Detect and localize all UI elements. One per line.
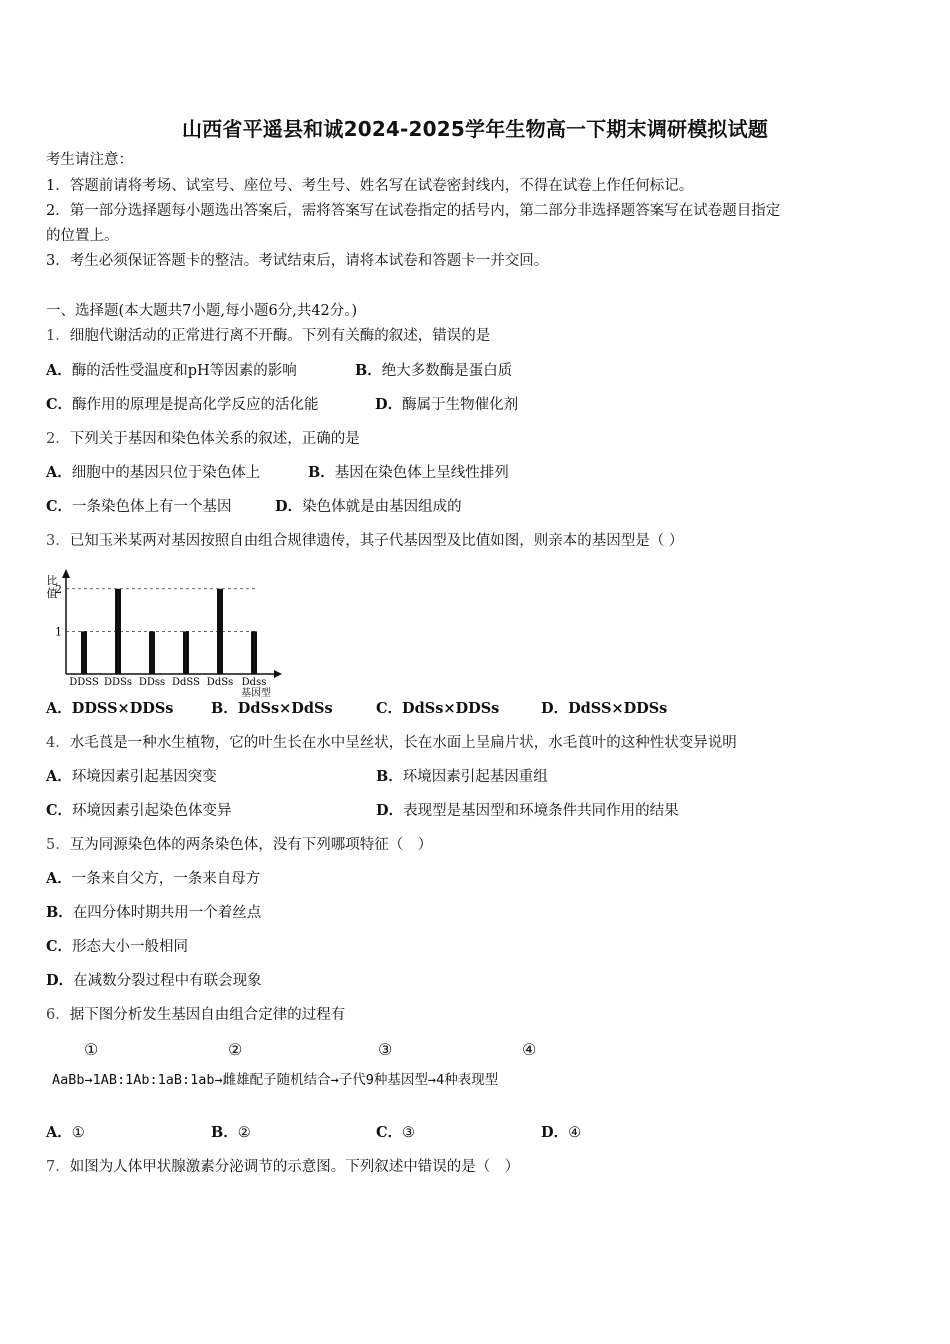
y-axis-label: 比 bbox=[46, 574, 58, 587]
q2-option-a[interactable]: A．细胞中的基因只位于染色体上 bbox=[46, 464, 261, 481]
notice-item-2-cont: 的位置上。 bbox=[46, 228, 119, 244]
q3-option-b[interactable]: B．DdSs×DdSs bbox=[211, 700, 333, 717]
y-tick-label: 1 bbox=[55, 625, 62, 639]
q6-option-a[interactable]: A．① bbox=[46, 1124, 85, 1141]
notice-item-1: 1．答题前请将考场、试室号、座位号、考生号、姓名写在试卷密封线内，不得在试卷上作任何标记。 bbox=[46, 178, 694, 194]
x-axis-label: 基因型 bbox=[241, 688, 271, 699]
question-number: 1． bbox=[46, 328, 70, 344]
y-axis-arrow bbox=[62, 569, 70, 578]
q4-option-a[interactable]: A．环境因素引起基因突变 bbox=[46, 768, 217, 785]
q1-option-b[interactable]: B．绝大多数酶是蛋白质 bbox=[355, 362, 513, 379]
q2-option-d[interactable]: D．染色体就是由基因组成的 bbox=[275, 498, 462, 515]
y-axis-label: 值 bbox=[46, 587, 58, 600]
bar-Ddss bbox=[251, 631, 257, 674]
q4-option-b[interactable]: B．环境因素引起基因重组 bbox=[376, 768, 548, 785]
q6-option-b[interactable]: B．② bbox=[211, 1124, 251, 1141]
chart-axes bbox=[62, 569, 282, 678]
x-tick-label: DDss bbox=[138, 677, 166, 688]
question-1-stem bbox=[46, 326, 490, 346]
q3-option-c[interactable]: C．DdSs×DDSs bbox=[376, 700, 500, 717]
process-chain: AaBb→1AB:1Ab:1aB:1ab→雌雄配子随机结合→子代9种基因型→4种表现型 bbox=[52, 1072, 499, 1088]
bar-DDss bbox=[149, 631, 155, 674]
bar-DDSS bbox=[81, 631, 87, 674]
notice-heading: 考生请注意： bbox=[46, 152, 133, 168]
process-flow-diagram bbox=[52, 1040, 652, 1090]
step-mark-3: ③ bbox=[378, 1040, 393, 1059]
x-axis-arrow bbox=[274, 670, 282, 678]
genotype-ratio-chart bbox=[44, 568, 284, 699]
q3-option-a[interactable]: A．DDSS×DDSs bbox=[46, 700, 174, 717]
q2-option-c[interactable]: C．一条染色体上有一个基因 bbox=[46, 498, 232, 515]
x-tick-label: DDSS bbox=[69, 677, 99, 688]
question-7-stem: 7．如图为人体甲状腺激素分泌调节的示意图。下列叙述中错误的是（ ） bbox=[46, 1159, 520, 1175]
notice-item-2: 2．第一部分选择题每小题选出答案后，需将答案写在试卷指定的括号内，第二部分非选择题答案写在试卷题目指定 bbox=[46, 203, 781, 219]
bar-DdSs bbox=[217, 589, 223, 674]
q4-option-d[interactable]: D．表现型是基因型和环境条件共同作用的结果 bbox=[376, 802, 679, 819]
question-6-stem: 6．据下图分析发生基因自由组合定律的过程有 bbox=[46, 1007, 346, 1023]
step-mark-1: ① bbox=[84, 1040, 99, 1059]
q5-option-c[interactable]: C．形态大小一般相同 bbox=[46, 938, 189, 955]
question-5-stem: 5．互为同源染色体的两条染色体，没有下列哪项特征（ ） bbox=[46, 837, 433, 853]
q5-option-b[interactable]: B．在四分体时期共用一个着丝点 bbox=[46, 904, 262, 921]
x-tick-label: Ddss bbox=[241, 677, 267, 688]
step-mark-4: ④ bbox=[522, 1040, 537, 1059]
x-tick-label: DdSS bbox=[172, 677, 200, 688]
x-tick-label: DDSs bbox=[103, 677, 133, 688]
question-4-stem: 4．水毛莨是一种水生植物，它的叶生长在水中呈丝状，长在水面上呈扁片状，水毛莨叶的这种性状变异说明 bbox=[46, 735, 737, 751]
bar-DdSS bbox=[183, 631, 189, 674]
page-title: 山西省平遥县和诚2024-2025学年生物高一下期末调研模拟试题 bbox=[181, 117, 769, 141]
notice-item-3: 3．考生必须保证答题卡的整洁。考试结束后，请将本试卷和答题卡一并交回。 bbox=[46, 253, 549, 269]
bar-DDSs bbox=[115, 589, 121, 674]
q6-option-c[interactable]: C．③ bbox=[376, 1124, 416, 1141]
q2-option-b[interactable]: B．基因在染色体上呈线性排列 bbox=[308, 464, 509, 481]
q1-option-c[interactable]: C．酶作用的原理是提高化学反应的活化能 bbox=[46, 396, 319, 413]
q1-option-a[interactable]: A．酶的活性受温度和pH等因素的影响 bbox=[46, 362, 297, 379]
question-text: 细胞代谢活动的正常进行离不开酶。下列有关酶的叙述，错误的是 bbox=[69, 328, 491, 344]
q5-option-d[interactable]: D．在减数分裂过程中有联会现象 bbox=[46, 972, 262, 989]
step-mark-2: ② bbox=[228, 1040, 243, 1059]
question-3-stem: 3．已知玉米某两对基因按照自由组合规律遗传，其子代基因型及比值如图，则亲本的基因型是（ ） bbox=[46, 533, 684, 549]
y-tick-label: 2 bbox=[55, 582, 62, 596]
q6-option-d[interactable]: D．④ bbox=[541, 1124, 582, 1141]
q4-option-c[interactable]: C．环境因素引起染色体变异 bbox=[46, 802, 232, 819]
q5-option-a[interactable]: A．一条来自父方，一条来自母方 bbox=[46, 870, 261, 887]
question-2-stem: 2．下列关于基因和染色体关系的叙述，正确的是 bbox=[46, 431, 360, 447]
q1-option-d[interactable]: D．酶属于生物催化剂 bbox=[375, 396, 519, 413]
q3-option-d[interactable]: D．DdSS×DDSs bbox=[541, 700, 668, 717]
section-heading: 一、选择题(本大题共7小题,每小题6分,共42分。) bbox=[46, 303, 358, 319]
x-tick-label: DdSs bbox=[206, 677, 234, 688]
